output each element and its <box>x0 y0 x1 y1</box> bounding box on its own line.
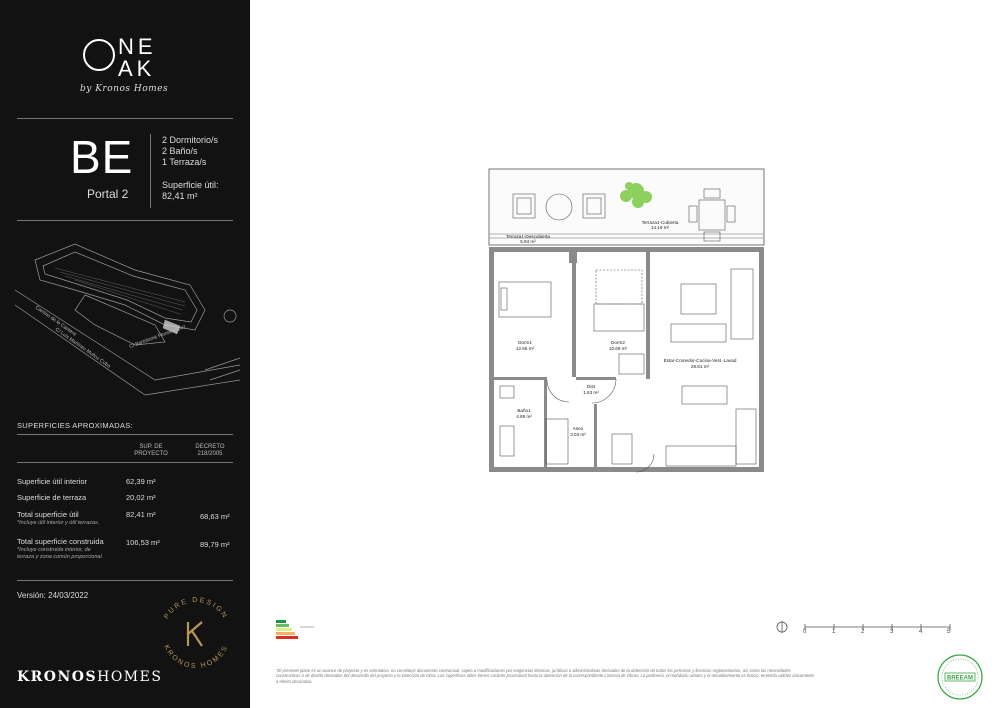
row-label-total-useful: Total superficie útil <box>17 510 79 519</box>
row-label-total-built: Total superficie construida <box>17 537 104 546</box>
street-label-3: C/ Bartolomé Flores López <box>128 323 187 350</box>
divider <box>17 434 233 435</box>
room-living-kitchen-area: 28.61 m² <box>690 364 710 369</box>
room-toilet: Aseo <box>572 426 584 431</box>
scale-tick-4: 4 <box>919 629 923 635</box>
scale-tick-1: 1 <box>832 629 836 635</box>
divider <box>17 462 233 463</box>
street-label-2: C/ Luis Martínez Muñoz Cobo <box>53 326 112 370</box>
row-value-total-useful-decree: 68,63 m² <box>200 512 230 521</box>
info-panel <box>0 0 250 708</box>
room-terrace-covered-area: 14.19 m² <box>650 225 670 230</box>
room-living-kitchen: Estar-Comedor-Cocina-Vest.-Lavad <box>663 358 737 363</box>
useful-surface <box>162 180 219 202</box>
scale-tick-0: 0 <box>803 629 807 635</box>
seal-top-text: PURE DESIGN <box>163 596 229 621</box>
row-note-total-built: *Incluye construida interior, de terraza y zona común proporcional. <box>17 547 104 560</box>
logo-byline: by Kronos Homes <box>80 84 169 94</box>
room-bathroom-1-area: 4.89 m² <box>516 414 532 419</box>
brand-regular: HOMES <box>97 669 163 685</box>
room-bedroom-1-area: 12.65 m² <box>515 346 535 351</box>
terraces-count: 1 Terraza/s <box>162 157 207 167</box>
breeam-badge <box>936 653 984 701</box>
divider <box>17 220 233 221</box>
row-value-terrace-project: 20,02 m² <box>126 493 156 502</box>
scale-tick-3: 3 <box>890 629 894 635</box>
row-value-interior-project: 62,39 m² <box>126 477 156 486</box>
room-terrace-uncovered: Terraza1-Descubierta <box>506 234 550 239</box>
room-toilet-area: 3.03 m² <box>570 432 586 437</box>
surfaces-title: SUPERFICIES APROXIMADAS: <box>17 421 133 430</box>
room-bedroom-2-area: 10.69 m² <box>608 346 628 351</box>
seal-bottom-text: KRONOS HOMES <box>162 643 230 670</box>
col-header-project: SUP. DE PROYECTO <box>134 444 168 457</box>
room-hall: Dist <box>587 384 595 389</box>
row-value-total-built-decree: 89,79 m² <box>200 540 230 549</box>
floor-plan <box>486 164 766 474</box>
row-value-total-useful-project: 82,41 m² <box>126 510 156 519</box>
svg-text:PURE DESIGN <box>163 597 229 621</box>
row-note-total-useful: *Incluye útil interior y útil terrazas. <box>17 520 100 526</box>
svg-text:KRONOS HOMES <box>162 644 229 670</box>
scale-tick-5: 5 <box>947 629 951 635</box>
unit-type-code: BE <box>70 131 134 183</box>
vertical-divider <box>150 134 151 208</box>
breeam-label: BREEAM <box>946 675 974 682</box>
bathrooms-count: 2 Baño/s <box>162 146 198 156</box>
room-bedroom-1: Dorm1 <box>518 340 532 345</box>
portal-label: Portal 2 <box>87 187 129 201</box>
energy-rating-icon <box>276 618 316 642</box>
room-hall-area: 1.63 m² <box>583 390 599 395</box>
scale-tick-2: 2 <box>861 629 865 635</box>
col-header-decree: DECRETO 218/2005 <box>195 444 225 457</box>
legal-disclaimer: *El presente plano es un avance de proyecto y es orientativo, no constituye documento contractual, sujeto a modificaciones por exigencias técnicas, jurídicas o administrativas derivadas de la obtención de todos los permisos y licencias reglamentarios, así como las necesidades constructivas o de diseño derivadas del desarrollo del proyecto y la Dirección de Obra. Las superficies útiles tienen carácter provisional hasta la obtención de la correspondiente Licencia de Obras. La jardinería, el mobiliario urbano y el amueblamiento es ficticio, teniendo validez únicamente a efecto decorativo. <box>276 668 814 684</box>
room-terrace-uncovered-area: 5.94 m² <box>520 239 536 244</box>
street-label-1: Camino de la Cantera <box>33 304 78 338</box>
row-label-terrace: Superficie de terraza <box>17 493 87 502</box>
bedrooms-count: 2 Dormitorio/s <box>162 135 219 145</box>
pure-design-seal <box>146 590 246 670</box>
useful-surface-value: 82,41 m² <box>162 191 198 201</box>
site-location-map <box>15 230 240 410</box>
logo-line1: NE <box>118 34 157 59</box>
room-summary <box>162 135 218 168</box>
row-value-total-built-project: 106,53 m² <box>126 538 160 547</box>
useful-surface-label: Superficie útil: <box>162 180 219 190</box>
room-terrace-covered: Terraza1-Cubierta <box>641 220 679 225</box>
brand-bold: KRONOS <box>17 669 98 685</box>
version-date: Versión: 24/03/2022 <box>17 591 89 600</box>
logo-line2: AK <box>118 56 156 81</box>
row-label-interior: Superficie útil interior <box>17 477 88 486</box>
room-bedroom-2: Dorm2 <box>611 340 625 345</box>
kronos-homes-brand <box>17 669 162 685</box>
divider <box>17 580 233 581</box>
divider <box>17 118 233 119</box>
room-bathroom-1: Baño1 <box>517 408 531 413</box>
